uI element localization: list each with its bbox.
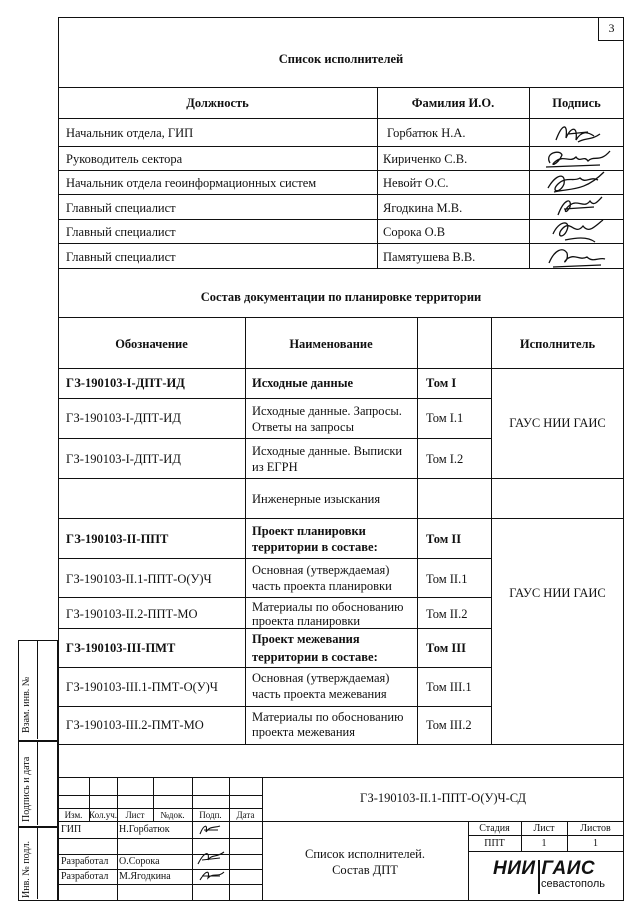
stamp-role: ГИП [61, 824, 82, 835]
header-position: Должность [186, 96, 249, 110]
doc-name: часть проекта планировки [252, 579, 392, 593]
stamp-stage: ППТ [484, 838, 505, 849]
doc-name: часть проекта межевания [252, 687, 387, 701]
stamp-name: О.Сорока [119, 856, 160, 867]
header-name: Фамилия И.О. [411, 96, 495, 110]
doc-volume: Том I.1 [426, 411, 464, 425]
doc-designation: ГЗ-190103-I-ДПТ-ИД [66, 411, 181, 425]
header-signature: Подпись [552, 96, 601, 110]
stamp-role: Разработал [61, 871, 109, 882]
page-number: 3 [598, 17, 624, 41]
executor-position: Главный специалист [66, 225, 176, 239]
doc-designation: ГЗ-190103-II.2-ППТ-МО [66, 607, 198, 621]
executor-name: Памятушева В.В. [383, 250, 476, 264]
executor-position: Руководитель сектора [66, 152, 183, 166]
logo-main: НИИ ГАИС [493, 858, 596, 879]
signature-image [548, 120, 608, 148]
signature-image [196, 866, 228, 886]
org-logo [491, 856, 621, 898]
stamp-col: Кол.уч. [89, 810, 117, 820]
executor-name: Горбатюк Н.А. [387, 126, 466, 140]
doc-designation: ГЗ-190103-II-ППТ [66, 532, 169, 546]
doc-name: Исходные данные [252, 376, 354, 390]
signature-image [545, 216, 610, 246]
doc-volume: Том II.1 [426, 572, 468, 586]
executors-title: Список исполнителей [278, 52, 404, 66]
doc-volume: Том II.2 [426, 607, 468, 621]
executor-name: Кириченко С.В. [383, 152, 468, 166]
header-designation: Обозначение [115, 337, 188, 351]
executor-position: Начальник отдела геоинформационных систем [66, 176, 317, 190]
stamp-sheets-label: Листов [580, 823, 611, 834]
logo-sub: севастополь [541, 878, 605, 890]
executor-position: Главный специалист [66, 250, 176, 264]
doc-volume: Том I.2 [426, 452, 464, 466]
stamp-col: Изм. [64, 810, 83, 820]
executor-position: Начальник отдела, ГИП [66, 126, 194, 140]
stamp-title-line: Список исполнителей. [305, 847, 425, 861]
signature-image [543, 243, 611, 271]
executor-name: Ягодкина М.В. [383, 201, 463, 215]
side-field-replacement [18, 640, 58, 741]
doc-name: Материалы по обоснованию [252, 710, 404, 724]
doc-name: Ответы на запросы [252, 420, 354, 434]
doc-name: проекта планировки [252, 614, 361, 628]
doc-designation: ГЗ-190103-II.1-ППТ-О(У)Ч [66, 572, 212, 586]
doc-designation: ГЗ-190103-III.2-ПМТ-МО [66, 718, 204, 732]
stamp-title-line: Состав ДПТ [332, 863, 398, 877]
doc-volume: Том III [426, 641, 467, 655]
doc-name: территории в составе: [252, 650, 378, 664]
doc-name: Основная (утверждаемая) [252, 563, 390, 577]
stamp-name: М.Ягодкина [119, 871, 171, 882]
doc-name: Исходные данные. Запросы. [252, 404, 402, 418]
stamp-sheet-label: Лист [533, 823, 555, 834]
header-doc-name: Наименование [289, 337, 373, 351]
doc-name: Исходные данные. Выписки [252, 444, 403, 458]
doc-name: Материалы по обоснованию [252, 600, 404, 614]
doc-name: Основная (утверждаемая) [252, 671, 390, 685]
doc-volume: Том III.2 [426, 718, 472, 732]
doc-volume: Том III.1 [426, 680, 472, 694]
docs-title: Состав документации по планировке территории [200, 290, 482, 304]
doc-executor: ГАУС НИИ ГАИС [509, 416, 606, 430]
stamp-name: Н.Горбатюк [119, 824, 170, 835]
doc-volume: Том II [426, 532, 462, 546]
stamp-col: Подп. [199, 810, 222, 820]
signature-image [196, 822, 226, 838]
side-label: Подпись и дата [21, 756, 32, 822]
doc-name: Проект межевания [252, 632, 360, 646]
header-executor: Исполнитель [519, 337, 596, 351]
stamp-col: Лист [125, 810, 145, 820]
doc-name: из ЕГРН [252, 460, 298, 474]
doc-designation: ГЗ-190103-I-ДПТ-ИД [66, 452, 181, 466]
executor-name: Сорока О.В [383, 225, 446, 239]
stamp-sheets: 1 [593, 838, 598, 849]
doc-name: территории в составе: [252, 540, 378, 554]
doc-executor: ГАУС НИИ ГАИС [509, 586, 606, 600]
executor-name: Невойт О.С. [383, 176, 449, 190]
side-field-signature [18, 741, 58, 827]
doc-designation: ГЗ-190103-I-ДПТ-ИД [66, 376, 185, 390]
stamp-stage-label: Стадия [479, 823, 510, 834]
doc-designation: ГЗ-190103-III.1-ПМТ-О(У)Ч [66, 680, 218, 694]
stamp-code: ГЗ-190103-II.1-ППТ-О(У)Ч-СД [359, 791, 527, 805]
doc-designation: ГЗ-190103-III-ПМТ [66, 641, 176, 655]
executor-position: Главный специалист [66, 201, 176, 215]
side-label: Инв. № подл. [21, 841, 32, 898]
side-label: Взам. инв. № [21, 676, 32, 733]
stamp-col: №док. [160, 810, 185, 820]
doc-name: проекта межевания [252, 725, 355, 739]
doc-name: Инженерные изыскания [252, 492, 381, 506]
doc-name: Проект планировки [252, 524, 366, 538]
side-field-original [18, 827, 58, 901]
stamp-role: Разработал [61, 856, 109, 867]
stamp-col: Дата [236, 810, 255, 820]
stamp-sheet: 1 [541, 838, 547, 849]
doc-volume: Том I [426, 376, 457, 390]
